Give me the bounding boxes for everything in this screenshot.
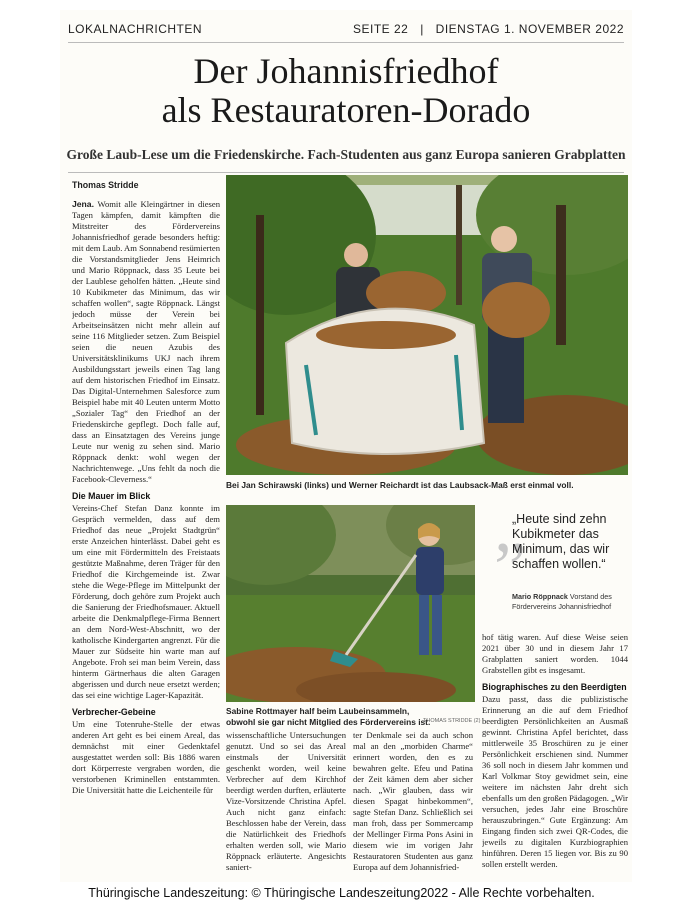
subheading-verbrecher: Verbrecher-Gebeine <box>72 707 156 717</box>
pull-quote-text: „Heute sind zehn Kubikmeter das Minimum, das wir schaffen wollen.“ <box>512 512 610 571</box>
page-date-line <box>353 22 624 36</box>
pull-quote <box>494 487 626 626</box>
quote-mark-icon: „ <box>494 487 526 567</box>
photo-leaf-collection-caption: Bei Jan Schirawski (links) und Werner Reichardt ist das Laubsack-Maß erst einmal voll. <box>226 480 574 490</box>
photo-leaf-collection <box>226 175 628 475</box>
article-column-1 <box>72 180 220 878</box>
column-4-top-text: hof tätig waren. Auf diese Weise seien 2021 über 30 und in diesem Jahr 17 Grabplatten saniert worden. 1044 Grabstellen gibt es insgesamt. <box>482 632 628 675</box>
photo-raking-caption: Sabine Rottmayer half beim Laubeinsammeln, obwohl sie gar nicht Mitglied des Fördervereins ist. <box>226 706 431 727</box>
article-column-4 <box>482 632 628 880</box>
verbrecher-paragraph: Um eine Totenruhe-Stelle der etwas anderen Art geht es bei einem Areal, das demnächst mit einer Gedenktafel ausgestattet werden soll: Bis 1886 waren dort Körperreste vergraben worden, die verstorbenen Kriminellen entstammten. Die Universität hatte die Leichenteile für <box>72 719 220 795</box>
pull-quote-attribution <box>512 592 624 612</box>
column-3-text: ter Denkmale sei da auch schon mal an den „morbiden Charme“ erinnert worden, den es zu bewahren gelte. Efeu und Patina der Zeit kämen dem aber sicher nach. „Wir glauben, dass wir diesen Spagat hinbekommen“, sagte Stefan Danz. Schließlich sei man froh, dass per Sommercamp der Mellinger Firma Pons Asini in diesem wie im vorigen Jahr Restauratoren Studenten aus ganz Europa auf dem Johannisfried- <box>353 730 473 872</box>
header-divider <box>68 172 624 173</box>
section-name: LOKALNACHRICHTEN <box>68 22 203 36</box>
article-column-2 <box>226 730 346 880</box>
article-column-3 <box>353 730 473 880</box>
quote-author-role: Vorstand des Fördervereins Johannisfriedhof <box>512 592 612 611</box>
photo-raking-image <box>226 505 475 702</box>
quote-author: Mario Röppnack <box>512 592 568 601</box>
issue-date: DIENSTAG 1. NOVEMBER 2022 <box>435 22 624 36</box>
article-subheadline: Große Laub-Lese um die Friedenskirche. Fach-Studenten aus ganz Europa sanieren Grabplatten <box>66 147 626 162</box>
headline-line-2: als Restauratoren-Dorado <box>161 90 531 130</box>
intro-text: Womit alle Kleingärtner in diesen Tagen kämpfen, damit kämpften die Mitstreiter des Fördervereins Johannisfriedhof gerade besonders heftig: mit dem Laub. Am Sonnabend resümierten die Vorstandsmitglieder Jens Heimrich und Mario Röppnack, dass 35 Leute bei der Laublese geholfen hätten. „Heute sind 10 Kubikmeter das Minimum, das wir schaffen wollen“, sagte Röppnack. Längst jedoch müsse der Verein bei Arbeitseinsätzen nicht mehr allein auf seine 116 Mitglieder setzen. Zum Beispiel seien die neuen Azubis des Universitätsklinikums UKJ nach ihrem Ausbildungsstart jeweils einen Tag lang auf dem historischen Friedhof im Einsatz. Das Digital-Unternehmen Salesforce zum Beispiel habe mit 40 Leuten unterm Motto „Sozialer Tag“ den Friedhof an der Friedenskirche gepflegt. Doch falle auf, dass an Einsatztagen des Vereins junge Leute nur wenig zu sehen sind. Mario Röppnack denkt: wohl wegen der Nachrichtenwege. „Uns fehlt da noch die Facebook-Cleverness.“ <box>72 199 220 484</box>
newspaper-page <box>60 10 632 882</box>
page-header <box>68 18 624 43</box>
photo-credit: THOMAS STRIDDE (2) <box>423 718 481 724</box>
headline-line-1: Der Johannisfriedhof <box>193 51 499 91</box>
photo-raking <box>226 505 475 702</box>
mauer-paragraph: Vereins-Chef Stefan Danz konnte im Gespräch vermelden, dass auf dem Friedhof das neue „Projekt Stadtgrün“ erste Anzeichen hinterlässt. Dabei geht es um eine mit Fördermitteln des Freistaats gestützte Maßnahme, deren Träger für den Friedhof die Kirchgemeinde ist. Zwar stehe die Wege-Pflege im Mittelpunkt der Förderung, doch gehöre zum Projekt auch die Sanierung der Friedhofsmauer. Aktuell arbeite die Denkmalpflege-Firma Bennert an dem Nord-West-Abschnitt, wo der katholische Kindergarten angrenzt. Für die Mauer zur Südseite hin warte man auf Angebote. Froh sei man beim Verein, dass hinterm Gärtnerhaus die alten Garagen abgerissen und durch neue ersetzt werden; das sei eine wichtige Lager-Kapazität. <box>72 503 220 700</box>
column-4-body-text: Dazu passt, dass die publizistische Erinnerung an die auf dem Friedhof beerdigten Persönlichkeiten an Ausmaß gewinnt. Christina Apfel berichtet, dass mittlerweile 35 Broschüren zu je einer Persönlichkeit erschienen sind. Nummer 36 soll noch in diesem Jahr kommen und Karl Volkmar Stoy gewidmet sein, eine weitere im nächsten Jahr dreht sich ebenfalls um den großen Pädagogen. „Wir versuchen, jedes Jahr eine Broschüre herauszubringen.“ Gute Ergänzung: Am Eingang finden sich zwei QR-Codes, die jeweils zu digitalen Kurzbiographien hinführen. Deren 15 liegen vor. Bis zu 90 sollen erstellt werden. <box>482 694 628 869</box>
copyright-footer: Thüringische Landeszeitung: © Thüringische Landeszeitung2022 - Alle Rechte vorbehalten. <box>88 886 595 900</box>
author-byline: Thomas Stridde <box>72 180 139 190</box>
subheading-mauer: Die Mauer im Blick <box>72 491 151 501</box>
intro-paragraph <box>72 199 220 485</box>
photo-leaf-collection-image <box>226 175 628 475</box>
header-separator: | <box>420 22 424 36</box>
article-headline <box>60 52 632 130</box>
dateline-city: Jena. <box>72 199 94 209</box>
subheading-biographisches: Biographisches zu den Beerdigten <box>482 682 627 692</box>
page-number: SEITE 22 <box>352 22 409 36</box>
column-2-text: wissenschaftliche Untersuchungen genutzt. Und so sei das Areal einstmals der Universität geschenkt worden, weil keine Verbrecher auf dem Kirchhof beerdigt werden durften, erläuterte Vize-Vorsitzende Christina Apfel. Auch nicht ganz einfach: Beschlossen habe der Verein, dass die Natürlichkeit des Friedhofs erhalten werden soll, wie Mario Röppnack erläuterte. Angesichts saniert- <box>226 730 346 872</box>
